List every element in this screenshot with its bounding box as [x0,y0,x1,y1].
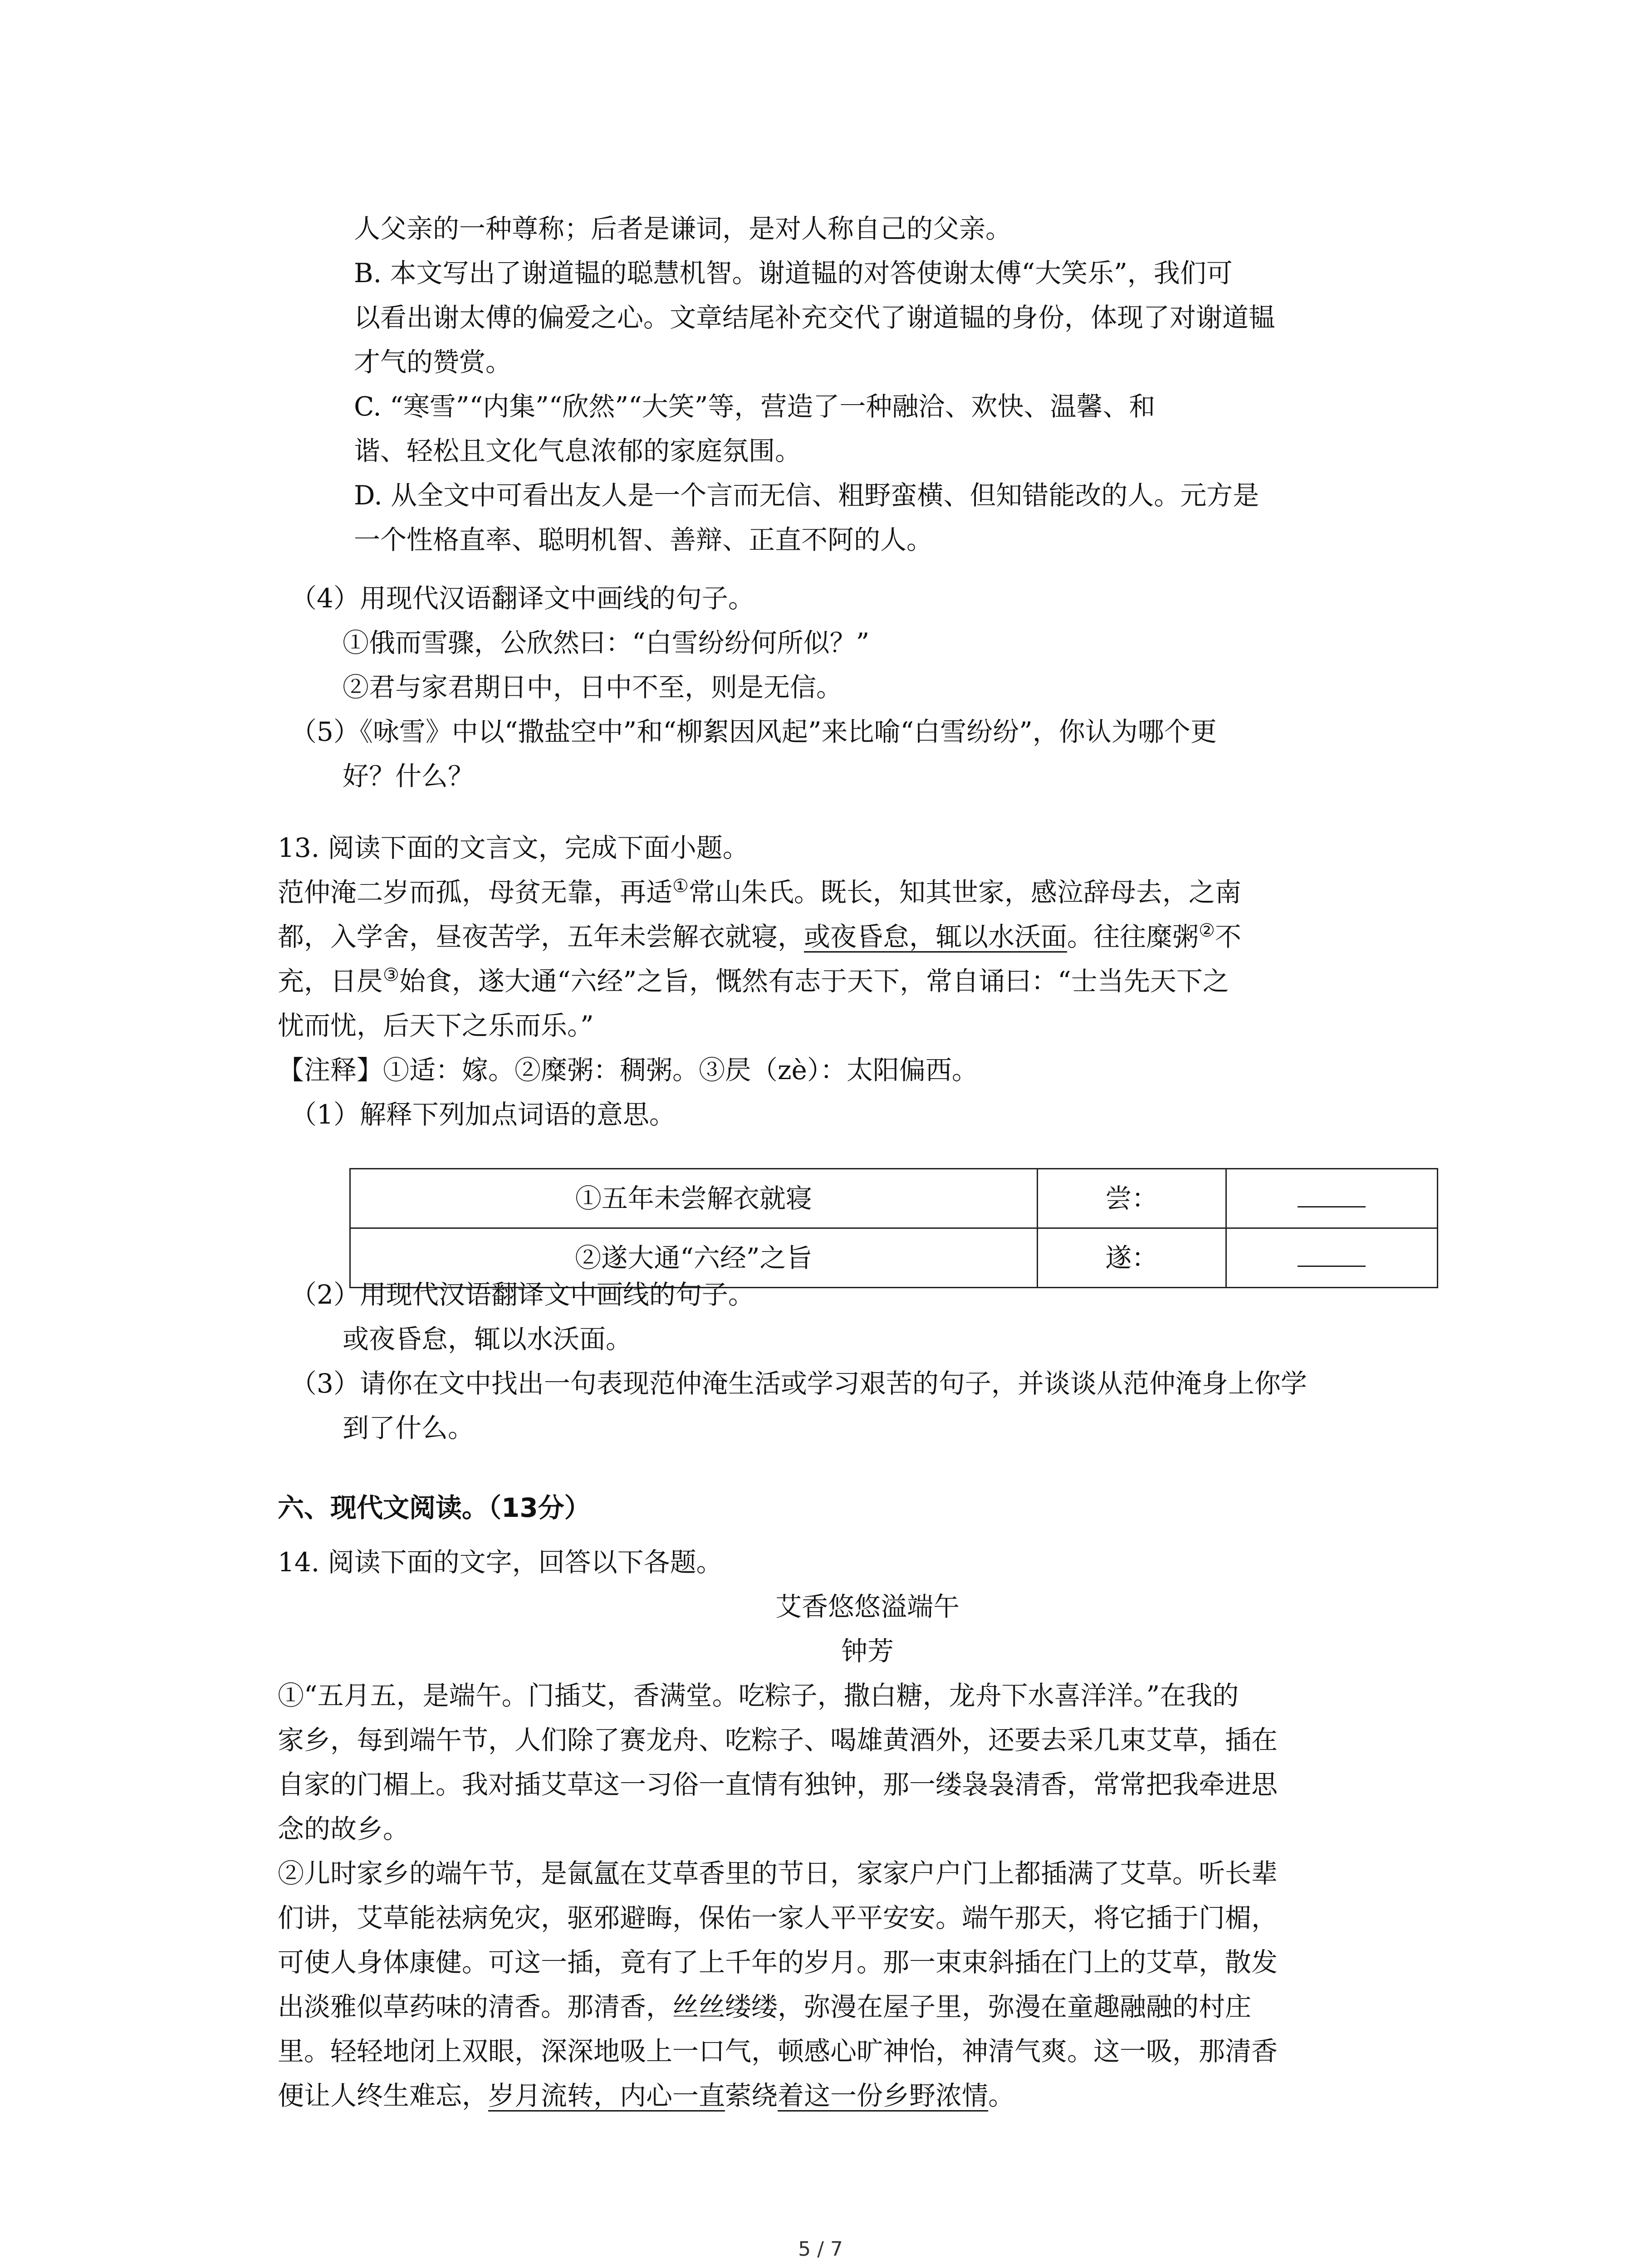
passage-text: 都，入学舍，昼夜苦学，五年未尝解衣就寝， [278,921,804,952]
question-13-subquestions [278,1272,1457,1450]
option-c-line: C. “寒雪”“内集”“欣然”“大笑”等，营造了一种融洽、欢快、温馨、和 [354,391,1156,422]
option-c-line: 谐、轻松且文化气息浓郁的家庭氛围。 [354,435,802,466]
subquestion-1: （1）解释下列加点词语的意思。 [290,1099,676,1130]
option-d-line: 一个性格直率、聪明机智、善辩、正直不阿的人。 [354,524,933,555]
article-line: 出淡雅似草药味的清香。那清香，丝丝缕缕，弥漫在屋子里，弥漫在童趣融融的村庄 [278,1991,1252,2022]
subquestion-4: （4）用现代汉语翻译文中画线的句子。 [290,583,754,614]
subquestion-4-sentence-1: ①俄而雪骤，公欣然曰：“白雪纷纷何所似？” [343,627,870,658]
passage-text: 。往往糜粥 [1067,921,1199,952]
option-a-continued: 人父亲的一种尊称；后者是谦词，是对人称自己的父亲。 [354,213,1012,244]
underlined-phrase: 着这一份乡野浓情 [778,2080,989,2111]
question-12-options [354,206,1443,562]
passage-text: 始食，遂大通“六经”之旨，慨然有志于天下，常自诵曰：“士当先天下之 [399,966,1229,997]
note-marker: ③ [383,964,399,986]
article-line: 念的故乡。 [278,1813,410,1844]
subquestion-5: （5）《咏雪》中以“撒盐空中”和“柳絮因风起”来比喻“白雪纷纷”，你认为哪个更 [290,716,1217,747]
article-author: 钟芳 [841,1636,894,1667]
subquestion-3-cont: 到了什么。 [343,1413,475,1443]
passage-text: 充，日昃 [278,966,383,997]
article-text: 萦绕 [725,2080,778,2111]
passage-text: 常山朱氏。既长，知其世家，感泣辞母去，之南 [688,877,1241,908]
option-d-line: D. 从全文中可看出友人是一个言而无信、粗野蛮横、但知错能改的人。元方是 [354,480,1259,511]
page-number: 5 / 7 [798,2238,843,2261]
subquestion-5-cont: 好？什么？ [343,761,475,792]
subquestion-2: （2）用现代汉语翻译文中画线的句子。 [290,1279,754,1310]
option-b-line: 才气的赞赏。 [354,347,512,377]
article-line: ①“五月五，是端午。门插艾，香满堂。吃粽子，撒白糖，龙舟下水喜洋洋。”在我的 [278,1680,1239,1711]
answer-blank[interactable] [1298,1252,1366,1267]
table-cell-sentence: ①五年未尝解衣就寝 [350,1169,1038,1228]
subquestion-4-sentence-2: ②君与家君期日中，日中不至，则是无信。 [343,672,843,703]
article-line: 里。轻轻地闭上双眼，深深地吸上一口气，顿感心旷神怡，神清气爽。这一吸，那清香 [278,2036,1278,2067]
underlined-sentence: 或夜昏怠，辄以水沃面 [804,921,1068,952]
article-title: 艾香悠悠溢端午 [775,1591,960,1622]
annotation-note: 【注释】①适：嫁。②糜粥：稠粥。③昃（zè）：太阳偏西。 [278,1055,978,1085]
question-14 [278,1540,1457,2118]
question-13 [278,826,1457,1137]
article-line: 家乡，每到端午节，人们除了赛龙舟、吃粽子、喝雄黄酒外，还要去采几束艾草，插在 [278,1725,1278,1755]
question-12-subquestions [290,576,1452,798]
article-line [278,2073,1457,2118]
passage-line: 忧而忧，后天下之乐而乐。” [278,1010,594,1041]
question-14-heading: 14. 阅读下面的文字，回答以下各题。 [278,1547,723,1578]
answer-blank-cell[interactable] [1226,1169,1437,1228]
article-text: 。 [988,2080,1015,2111]
answer-blank[interactable] [1298,1193,1366,1207]
table-cell-word: 尝： [1037,1169,1226,1228]
article-line: ②儿时家乡的端午节，是氤氲在艾草香里的节日，家家户户门上都插满了艾草。听长辈 [278,1858,1278,1889]
article-line: 们讲，艾草能祛病免灾，驱邪避晦，保佑一家人平平安安。端午那天，将它插于门楣， [278,1902,1278,1933]
option-b-line: 以看出谢太傅的偏爱之心。文章结尾补充交代了谢道韫的身份，体现了对谢道韫 [354,302,1275,333]
note-marker: ② [1199,920,1215,941]
note-marker: ① [672,875,689,897]
article-text: 便让人终生难忘， [278,2080,489,2111]
subquestion-3: （3）请你在文中找出一句表现范仲淹生活或学习艰苦的句子，并谈谈从范仲淹身上你学 [290,1368,1307,1399]
table-cell-word: 遂： [1037,1228,1226,1288]
article-line: 可使人身体康健。可这一插，竟有了上千年的岁月。那一束束斜插在门上的艾草，散发 [278,1947,1278,1978]
passage-line [278,914,1457,959]
passage-text: 范仲淹二岁而孤，母贫无靠，再适 [278,877,673,908]
passage-text: 不 [1215,921,1241,952]
underlined-phrase: 岁月流转，内心一直 [488,2080,725,2111]
subquestion-2-sentence: 或夜昏怠，辄以水沃面。 [343,1324,632,1354]
table-row [350,1169,1438,1228]
article-line: 自家的门楣上。我对插艾草这一习俗一直情有独钟，那一缕袅袅清香，常常把我牵进思 [278,1769,1278,1800]
section-heading: 六、现代文阅读。（13分） [278,1492,591,1523]
passage-line [278,959,1457,1003]
option-b-line: B. 本文写出了谢道韫的聪慧机智。谢道韫的对答使谢太傅“大笑乐”，我们可 [354,258,1233,288]
passage-line [278,870,1457,914]
question-13-heading: 13. 阅读下面的文言文，完成下面小题。 [278,832,749,863]
table-cell-sentence: ②遂大通“六经”之旨 [350,1228,1038,1288]
word-explanation-table [349,1168,1438,1288]
